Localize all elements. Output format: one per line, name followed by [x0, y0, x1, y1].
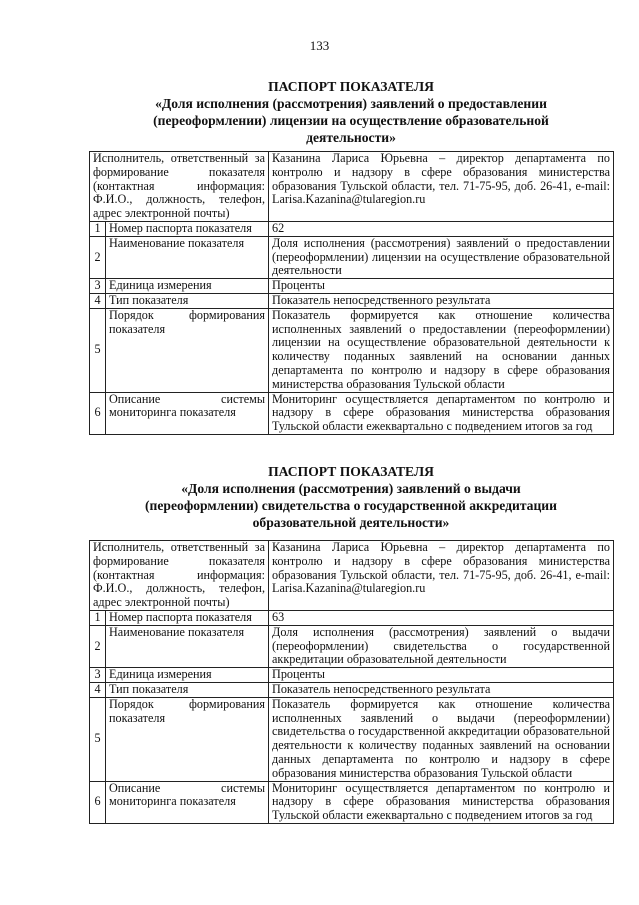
row-value: 63 — [269, 610, 614, 625]
row-value: Показатель формируется как отношение количества исполненных заявлений о предоставлении (переоформлении) лицензии на осуществление образовательной деятельности к количеству поданных заявлений на основании данных департамента по контролю и надзору в сфере образования министерства образования Тульской области — [269, 308, 614, 392]
table-row — [90, 668, 614, 683]
row-value: Показатель непосредственного результата — [269, 293, 614, 308]
row-value: Мониторинг осуществляется департаментом по контролю и надзору в сфере образования министерства образования Тульской области ежеквартально с подведением итогов за год — [269, 781, 614, 823]
row-number: 3 — [90, 279, 106, 294]
row-label: Единица измерения — [106, 279, 269, 294]
row-value: Доля исполнения (рассмотрения) заявлений о предоставлении (переоформлении) лицензии на осуществление образовательной деятельности — [269, 236, 614, 278]
row-number: 3 — [90, 668, 106, 683]
row-number: 2 — [90, 236, 106, 278]
row-label: Номер паспорта показателя — [106, 610, 269, 625]
executor-value: Казанина Лариса Юрьевна – директор департамента по контролю и надзору в сфере образования министерства образования Тульской области, тел. 71-75-95, доб. 26-41, e-mail: Larisa.Kazanina@tularegion.ru — [269, 152, 614, 222]
passport-subtitle-line: (переоформлении) лицензии на осуществление образовательной — [153, 113, 549, 128]
row-value: Проценты — [269, 279, 614, 294]
row-label: Описание системы мониторинга показателя — [106, 392, 269, 434]
row-label: Номер паспорта показателя — [106, 221, 269, 236]
row-label: Наименование показателя — [106, 236, 269, 278]
passport-subtitle-line: образовательной деятельности» — [252, 515, 450, 530]
row-label: Порядок формирования показателя — [106, 308, 269, 392]
row-label: Тип показателя — [106, 682, 269, 697]
passport-table — [89, 540, 614, 824]
row-number: 5 — [90, 308, 106, 392]
row-number: 5 — [90, 697, 106, 781]
row-value: Показатель формируется как отношение количества исполненных заявлений о выдачи (переоформлении) свидетельства о государственной аккредитации образовательной деятельности к количеству поданных заявлений на основании данных департамента по контролю и надзору в сфере образования министерства образования Тульской области — [269, 697, 614, 781]
row-number: 4 — [90, 293, 106, 308]
passport-subtitle-line: (переоформлении) свидетельства о государственной аккредитации — [145, 498, 557, 513]
passport-subtitle-line: деятельности» — [306, 130, 396, 145]
row-value: Мониторинг осуществляется департаментом по контролю и надзору в сфере образования министерства образования Тульской области ежеквартально с подведением итогов за год — [269, 392, 614, 434]
row-number: 1 — [90, 221, 106, 236]
table-row — [90, 781, 614, 823]
passport-title: ПАСПОРТ ПОКАЗАТЕЛЯ — [268, 464, 434, 479]
row-value: Проценты — [269, 668, 614, 683]
row-label: Описание системы мониторинга показателя — [106, 781, 269, 823]
table-row — [90, 152, 614, 222]
table-row — [90, 682, 614, 697]
passport-table — [89, 151, 614, 435]
table-row — [90, 236, 614, 278]
executor-label: Исполнитель, ответственный за формирование показателя (контактная информация: Ф.И.О., должность, телефон, адрес электронной почты) — [90, 152, 269, 222]
row-label: Порядок формирования показателя — [106, 697, 269, 781]
row-number: 1 — [90, 610, 106, 625]
row-value: Показатель непосредственного результата — [269, 682, 614, 697]
row-number: 6 — [90, 392, 106, 434]
table-row — [90, 221, 614, 236]
row-label: Единица измерения — [106, 668, 269, 683]
passport-subtitle-line: «Доля исполнения (рассмотрения) заявлений о выдачи — [181, 481, 521, 496]
page-number: 133 — [309, 38, 330, 53]
row-number: 2 — [90, 625, 106, 667]
row-number: 6 — [90, 781, 106, 823]
table-row — [90, 610, 614, 625]
passport-heading — [90, 463, 612, 531]
row-label: Наименование показателя — [106, 625, 269, 667]
row-number: 4 — [90, 682, 106, 697]
table-row — [90, 697, 614, 781]
table-row — [90, 293, 614, 308]
passport-heading — [90, 78, 612, 146]
passport-title: ПАСПОРТ ПОКАЗАТЕЛЯ — [268, 79, 434, 94]
table-row — [90, 279, 614, 294]
passport-subtitle-line: «Доля исполнения (рассмотрения) заявлений о предоставлении — [155, 96, 547, 111]
table-row — [90, 392, 614, 434]
table-row — [90, 308, 614, 392]
row-value: Доля исполнения (рассмотрения) заявлений о выдачи (переоформлении) свидетельства о государственной аккредитации образовательной деятельности — [269, 625, 614, 667]
row-value: 62 — [269, 221, 614, 236]
table-row — [90, 625, 614, 667]
executor-value: Казанина Лариса Юрьевна – директор департамента по контролю и надзору в сфере образования министерства образования Тульской области, тел. 71-75-95, доб. 26-41, e-mail: Larisa.Kazanina@tularegion.ru — [269, 541, 614, 611]
executor-label: Исполнитель, ответственный за формирование показателя (контактная информация: Ф.И.О., должность, телефон, адрес электронной почты) — [90, 541, 269, 611]
table-row — [90, 541, 614, 611]
row-label: Тип показателя — [106, 293, 269, 308]
